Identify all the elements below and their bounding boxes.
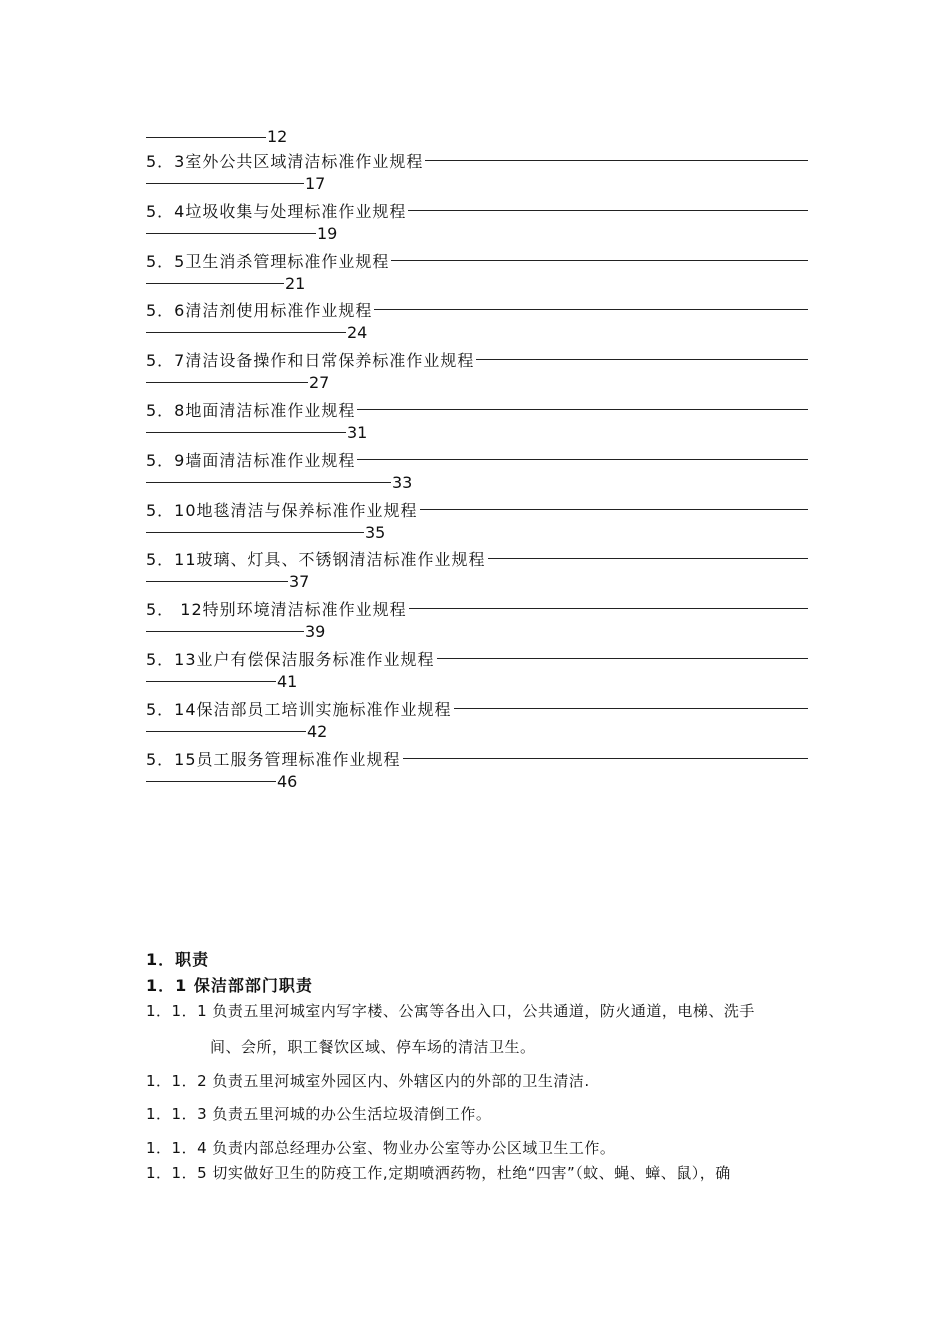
- toc-entry-title: 地毯清洁与保养标准作业规程: [196, 500, 418, 520]
- toc-entry-number: 5．11: [146, 549, 197, 569]
- toc-leader: [357, 409, 808, 410]
- toc-page-number: 31: [347, 422, 368, 442]
- toc-entry-page-line: [146, 421, 808, 443]
- toc-entry-title-line: [146, 596, 808, 620]
- paragraph-number: 1．1．3: [146, 1105, 208, 1123]
- toc-leader: [146, 482, 391, 483]
- toc-entry[interactable]: [146, 248, 808, 294]
- toc-entry-number: 5．3: [146, 151, 186, 171]
- toc-continued-line: [146, 126, 287, 148]
- toc-entry-title-line: [146, 646, 808, 670]
- toc-page-number: 35: [365, 522, 386, 542]
- toc-page-number: 39: [305, 621, 326, 641]
- toc-leader: [146, 581, 288, 582]
- toc-entry-title: 特别环境清洁标准作业规程: [202, 599, 407, 619]
- toc-entry-title: 卫生消杀管理标准作业规程: [185, 251, 390, 271]
- toc-leader: [403, 758, 808, 759]
- toc-entry-number: 5．5: [146, 251, 186, 271]
- toc-leader: [146, 332, 346, 333]
- toc-page-number: 41: [277, 671, 298, 691]
- toc-page-number: 37: [289, 571, 310, 591]
- toc-leader: [476, 359, 808, 360]
- toc-leader: [420, 509, 808, 510]
- paragraph-text: 负责五里河城室内写字楼、公寓等各出入口，公共通道，防火通道，电梯、洗手: [212, 1002, 755, 1020]
- toc-entry-title: 玻璃、灯具、不锈钢清洁标准作业规程: [196, 549, 486, 569]
- toc-entry[interactable]: [146, 497, 808, 543]
- toc-entry-page-line: [146, 570, 808, 592]
- paragraph-item: [146, 1162, 810, 1183]
- toc-leader: [146, 681, 276, 682]
- toc-leader: [146, 183, 304, 184]
- paragraph-text: 负责五里河城室外园区内、外辖区内的外部的卫生清洁.: [212, 1072, 590, 1090]
- toc-entry-number: 5．10: [146, 500, 197, 520]
- toc-entry-page-line: [146, 371, 808, 393]
- toc-entry-number: 5．8: [146, 400, 186, 420]
- toc-entry-title: 保洁部员工培训实施标准作业规程: [196, 699, 452, 719]
- toc-page-number: 12: [267, 127, 288, 146]
- toc-entry[interactable]: [146, 297, 808, 343]
- toc-leader: [146, 233, 316, 234]
- toc-entry-title: 地面清洁标准作业规程: [185, 400, 356, 420]
- toc-entry-title: 墙面清洁标准作业规程: [185, 450, 356, 470]
- toc-entry-title: 员工服务管理标准作业规程: [196, 749, 401, 769]
- section-heading: 1．职责: [146, 950, 210, 969]
- toc-entry-title-line: [146, 546, 808, 570]
- paragraph-continuation: 间、会所，职工餐饮区域、停车场的清洁卫生。: [210, 1038, 536, 1056]
- toc-entry[interactable]: [146, 746, 808, 792]
- toc-entry-number: 5．6: [146, 300, 186, 320]
- toc-leader: [357, 459, 808, 460]
- toc-entry-page-line: [146, 321, 808, 343]
- toc-entry[interactable]: [146, 546, 808, 592]
- toc-page-number: 27: [309, 372, 330, 392]
- toc-entry-number: 5．9: [146, 450, 186, 470]
- toc-entry[interactable]: [146, 596, 808, 642]
- paragraph-number: 1．1．2: [146, 1072, 208, 1090]
- toc-entry-page-line: [146, 521, 808, 543]
- toc-entry-title: 清洁设备操作和日常保养标准作业规程: [185, 350, 475, 370]
- toc-entry-title: 垃圾收集与处理标准作业规程: [185, 201, 407, 221]
- toc-entry-number: 5． 12: [146, 599, 203, 619]
- toc-page-number: 24: [347, 322, 368, 342]
- toc-entry-title-line: [146, 347, 808, 371]
- toc-page-number: 21: [285, 273, 306, 293]
- toc-entry-title-line: [146, 397, 808, 421]
- toc-entry-page-line: [146, 272, 808, 294]
- toc-page-number: 19: [317, 223, 338, 243]
- paragraph-number: 1．1．4: [146, 1139, 208, 1157]
- toc-page-number: 33: [392, 472, 413, 492]
- toc-leader: [146, 631, 304, 632]
- toc-entry-title: 业户有偿保洁服务标准作业规程: [196, 649, 435, 669]
- toc-leader: [437, 658, 808, 659]
- toc-leader: [146, 781, 276, 782]
- toc-entry[interactable]: [146, 447, 808, 493]
- toc-leader: [374, 309, 808, 310]
- section-subheading: 1．1 保洁部部门职责: [146, 976, 313, 995]
- paragraph-number: 1．1．5: [146, 1164, 208, 1182]
- toc-entry[interactable]: [146, 397, 808, 443]
- toc-entry-title-line: [146, 696, 808, 720]
- toc-leader: [488, 558, 808, 559]
- toc-leader: [408, 210, 808, 211]
- toc-entry[interactable]: [146, 198, 808, 244]
- paragraph-text: 负责五里河城的办公生活垃圾清倒工作。: [212, 1105, 492, 1123]
- toc-leader: [146, 382, 308, 383]
- toc-entry-title-line: [146, 746, 808, 770]
- toc-page-number: 46: [277, 771, 298, 791]
- toc-entry-page-line: [146, 172, 808, 194]
- toc-page-number: 17: [305, 173, 326, 193]
- toc-entry[interactable]: [146, 646, 808, 692]
- toc-entry-page-line: [146, 670, 808, 692]
- toc-leader: [146, 532, 364, 533]
- toc-leader: [146, 137, 266, 138]
- toc-entry-number: 5．13: [146, 649, 197, 669]
- toc-leader: [146, 731, 306, 732]
- toc-leader: [146, 283, 284, 284]
- toc-entry-page-line: [146, 222, 808, 244]
- paragraph-text: 切实做好卫生的防疫工作,定期喷洒药物，杜绝“四害”（蚊、蝇、蟑、鼠），确: [212, 1164, 731, 1182]
- toc-entry-title-line: [146, 198, 808, 222]
- toc-entry-number: 5．4: [146, 201, 186, 221]
- toc-entry-title-line: [146, 248, 808, 272]
- toc-entry-number: 5．14: [146, 699, 197, 719]
- toc-entry-page-line: [146, 620, 808, 642]
- toc-leader: [454, 708, 808, 709]
- paragraph-item: [146, 1103, 810, 1124]
- toc-entry[interactable]: [146, 347, 808, 393]
- toc-entry-page-line: [146, 770, 808, 792]
- toc-entry-number: 5．15: [146, 749, 197, 769]
- toc-entry-title-line: [146, 447, 808, 471]
- toc-entry-page-line: [146, 720, 808, 742]
- toc-entry-title-line: [146, 297, 808, 321]
- toc-leader: [391, 260, 808, 261]
- toc-leader: [409, 608, 808, 609]
- paragraph-item: [146, 1137, 810, 1158]
- paragraph-item: [146, 1070, 810, 1091]
- paragraph-text: 负责内部总经理办公室、物业办公室等办公区域卫生工作。: [212, 1139, 616, 1157]
- toc-entry-title-line: [146, 148, 808, 172]
- toc-leader: [425, 160, 808, 161]
- toc-entry-title-line: [146, 497, 808, 521]
- toc-entry[interactable]: [146, 696, 808, 742]
- toc-leader: [146, 432, 346, 433]
- toc-entry[interactable]: [146, 148, 808, 194]
- toc-entry-number: 5．7: [146, 350, 186, 370]
- paragraph-item: [146, 1000, 810, 1021]
- paragraph-number: 1．1．1: [146, 1002, 208, 1020]
- toc-entry-title: 室外公共区域清洁标准作业规程: [185, 151, 424, 171]
- toc-page-number: 42: [307, 721, 328, 741]
- toc-entry-page-line: [146, 471, 808, 493]
- toc-entry-title: 清洁剂使用标准作业规程: [185, 300, 373, 320]
